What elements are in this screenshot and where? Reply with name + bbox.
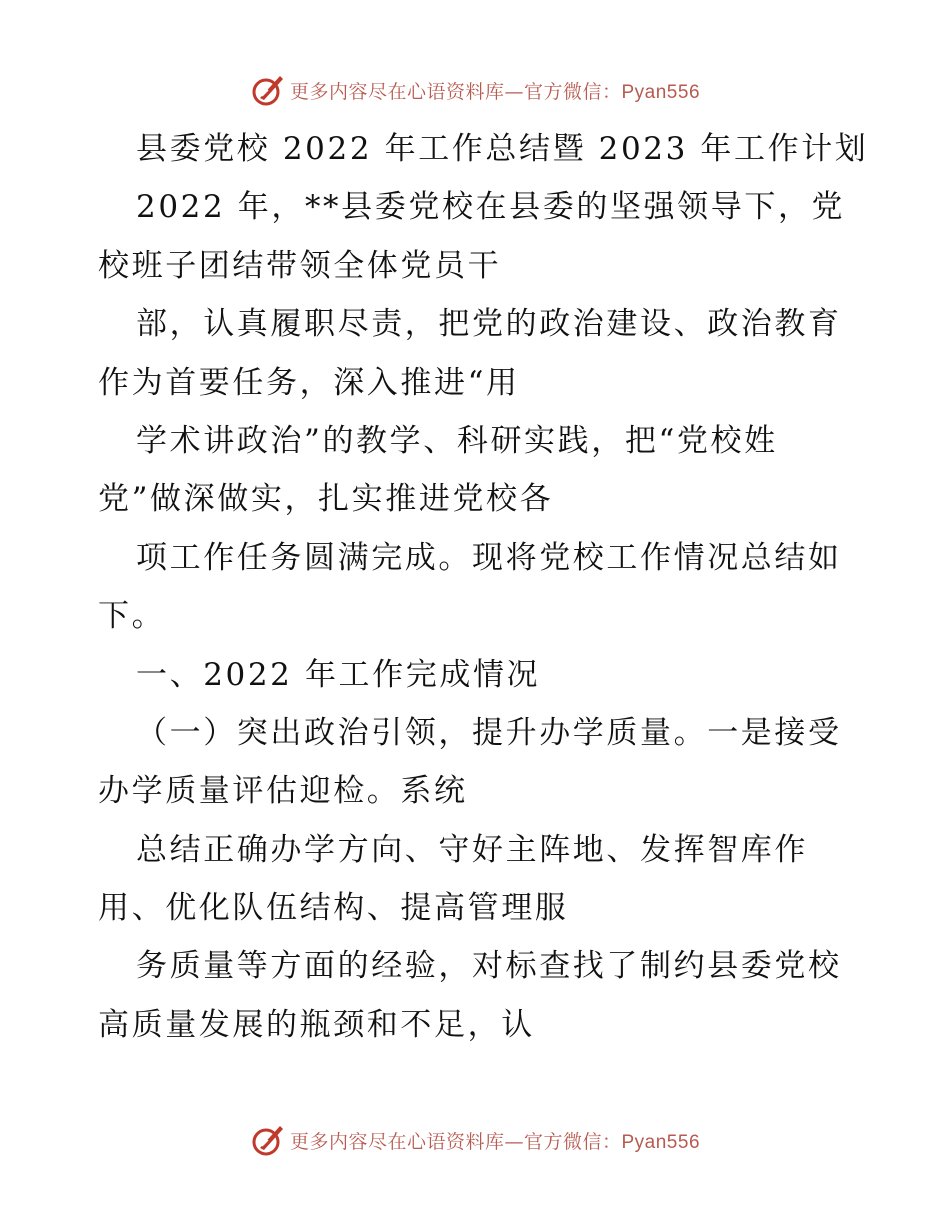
document-body bbox=[98, 120, 869, 1054]
paragraph-line: 学术讲政治”的教学、科研实践，把“党校姓 bbox=[136, 422, 778, 459]
header-banner bbox=[0, 70, 950, 110]
paragraph-line: 高质量发展的瓶颈和不足，认 bbox=[98, 1006, 535, 1043]
paragraph-line: （一）突出政治引领，提升办学质量。一是接受 bbox=[136, 714, 842, 751]
header-banner-text: 更多内容尽在心语资料库—官方微信： bbox=[289, 80, 622, 103]
footer-wechat-id: Pyan556 bbox=[621, 1131, 701, 1153]
section-heading: 一、2022 年工作完成情况 bbox=[136, 656, 541, 693]
paragraph-line: 部，认真履职尽责，把党的政治建设、政治教育 bbox=[136, 306, 842, 343]
paragraph-line: 党”做深做实，扎实推进党校各 bbox=[98, 481, 554, 518]
paragraph-line: 项工作任务圆满完成。现将党校工作情况总结如 bbox=[136, 539, 842, 576]
paragraph-line: 作为首要任务，深入推进“用 bbox=[98, 364, 520, 401]
paragraph-line: 总结正确办学方向、守好主阵地、发挥智库作 bbox=[136, 831, 808, 868]
footer-banner-text: 更多内容尽在心语资料库—官方微信： bbox=[289, 1130, 622, 1153]
paragraph-line: 用、优化队伍结构、提高管理服 bbox=[98, 890, 569, 927]
paragraph-line: 务质量等方面的经验，对标查找了制约县委党校 bbox=[136, 948, 842, 985]
quill-logo-icon bbox=[250, 1122, 286, 1158]
header-wechat-id: Pyan556 bbox=[621, 81, 701, 103]
paragraph-line: 2022 年，**县委党校在县委的坚强领导下，党 bbox=[136, 189, 846, 226]
paragraph-line: 办学质量评估迎检。系统 bbox=[98, 773, 468, 810]
quill-logo-icon bbox=[250, 72, 286, 108]
document-title: 县委党校 2022 年工作总结暨 2023 年工作计划 bbox=[136, 131, 869, 167]
paragraph-line: 下。 bbox=[98, 598, 166, 635]
footer-banner bbox=[0, 1120, 950, 1160]
paragraph-line: 校班子团结带领全体党员干 bbox=[98, 247, 502, 284]
